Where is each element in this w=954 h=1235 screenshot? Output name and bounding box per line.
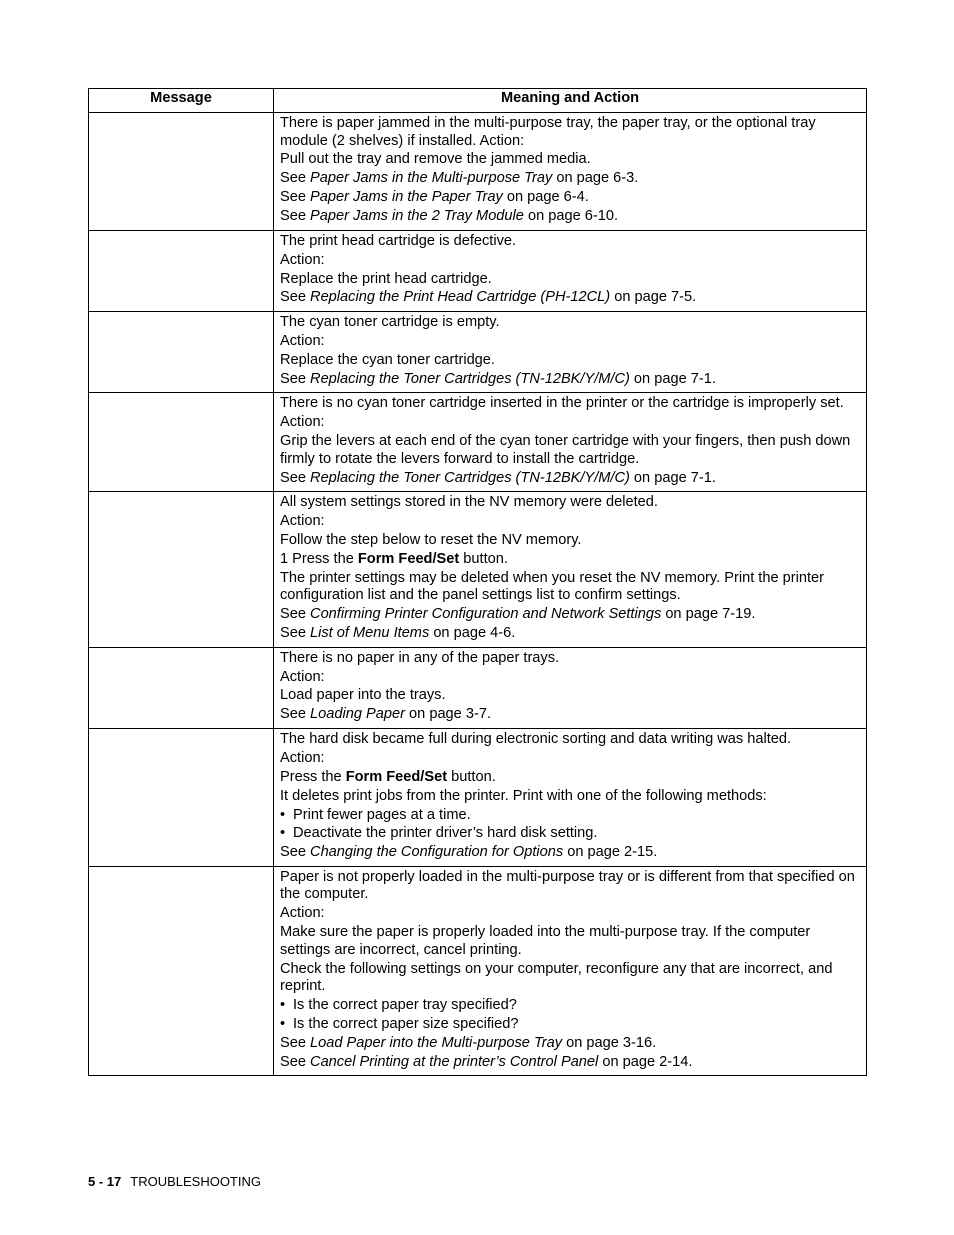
action-line bbox=[280, 352, 860, 370]
meaning-and-action-cell bbox=[274, 230, 867, 311]
action-line bbox=[280, 494, 860, 512]
action-line bbox=[280, 961, 860, 996]
text-span: Print fewer pages at a time. bbox=[293, 806, 471, 823]
cross-reference-title: Paper Jams in the Multi-purpose Tray bbox=[310, 170, 553, 187]
cross-reference-title: Replacing the Toner Cartridges (TN-12BK/Y/M/C) bbox=[310, 469, 630, 486]
page-footer bbox=[88, 1174, 261, 1189]
text-span: button. bbox=[459, 550, 508, 567]
text-span: There is no paper in any of the paper trays. bbox=[280, 649, 560, 666]
cross-reference-title: Paper Jams in the 2 Tray Module bbox=[310, 208, 524, 225]
text-span: Replace the print head cartridge. bbox=[280, 270, 492, 287]
table-row bbox=[89, 312, 867, 393]
text-span: 1 Press the bbox=[280, 550, 358, 567]
section-title: TROUBLESHOOTING bbox=[130, 1174, 261, 1189]
action-line bbox=[280, 1054, 860, 1072]
meaning-and-action-cell bbox=[274, 492, 867, 648]
text-span: on page 3-7. bbox=[404, 706, 491, 723]
action-line bbox=[280, 470, 860, 488]
text-span: Action: bbox=[280, 332, 325, 349]
message-cell bbox=[89, 230, 274, 311]
cross-reference-title: Confirming Printer Configuration and Network Settings bbox=[310, 606, 662, 623]
meaning-and-action-cell bbox=[274, 866, 867, 1076]
text-span: See bbox=[280, 469, 311, 486]
meaning-and-action-cell bbox=[274, 113, 867, 231]
text-span: See bbox=[280, 170, 311, 187]
cross-reference-title: Loading Paper bbox=[310, 706, 405, 723]
action-line bbox=[280, 731, 860, 749]
table-row bbox=[89, 492, 867, 648]
text-span: on page 3-16. bbox=[562, 1035, 657, 1051]
text-span: on page 7-1. bbox=[629, 469, 716, 486]
text-span: Make sure the paper is properly loaded into the multi-purpose tray. If the computer settings are incorrect, cancel printing. bbox=[280, 924, 811, 958]
message-cell bbox=[89, 393, 274, 492]
meaning-and-action-cell bbox=[274, 312, 867, 393]
action-line bbox=[280, 289, 860, 307]
text-span: See bbox=[280, 1035, 311, 1051]
meaning-and-action-cell bbox=[274, 728, 867, 866]
cross-reference-title: Changing the Configuration for Options bbox=[310, 844, 564, 861]
action-line bbox=[280, 788, 860, 806]
text-span: See bbox=[280, 370, 311, 387]
table-row bbox=[89, 230, 867, 311]
table-row bbox=[89, 728, 867, 866]
message-cell bbox=[89, 492, 274, 648]
table-row bbox=[89, 393, 867, 492]
action-line bbox=[280, 750, 860, 768]
action-line bbox=[280, 170, 860, 188]
text-span: See bbox=[280, 625, 311, 642]
bullet-marker: • bbox=[280, 1016, 286, 1033]
cross-reference-title: Replacing the Print Head Cartridge (PH-12CL) bbox=[310, 289, 611, 306]
text-span: on page 4-6. bbox=[429, 625, 516, 642]
bullet-marker: • bbox=[280, 997, 286, 1014]
text-span: on page 7-1. bbox=[629, 370, 716, 387]
text-span: on page 2-15. bbox=[563, 844, 658, 861]
text-span: There is paper jammed in the multi-purpose tray, the paper tray, or the optional tray module (2 shelves) if installed. Action: bbox=[280, 115, 816, 149]
table-body bbox=[89, 113, 867, 1076]
meaning-and-action-cell bbox=[274, 393, 867, 492]
cross-reference-title: Paper Jams in the Paper Tray bbox=[310, 189, 503, 206]
action-line bbox=[280, 769, 860, 787]
text-span: on page 6-10. bbox=[523, 208, 619, 225]
text-span: The print head cartridge is defective. bbox=[280, 232, 517, 249]
text-span: Replace the cyan toner cartridge. bbox=[280, 351, 495, 368]
text-span: The printer settings may be deleted when you reset the NV memory. Print the printer configuration list and the panel settings list to confirm settings. bbox=[280, 569, 825, 604]
bullet-marker: • bbox=[280, 806, 286, 823]
page-number: 5 - 17 bbox=[88, 1174, 122, 1189]
cross-reference-title: Load Paper into the Multi-purpose Tray bbox=[310, 1035, 563, 1051]
text-span: Deactivate the printer driver’s hard disk setting. bbox=[293, 825, 598, 842]
text-span: See bbox=[280, 606, 311, 623]
action-line bbox=[280, 669, 860, 687]
text-span: Grip the levers at each end of the cyan toner cartridge with your fingers, then push down firmly to rotate the levers forward to install the cartridge. bbox=[280, 433, 851, 467]
text-span: Action: bbox=[280, 414, 325, 431]
action-line bbox=[280, 869, 860, 904]
text-span: Press the bbox=[280, 768, 346, 785]
text-span: Action: bbox=[280, 905, 325, 922]
message-cell bbox=[89, 728, 274, 866]
text-span: See bbox=[280, 289, 311, 306]
text-span: Action: bbox=[280, 749, 325, 766]
table-row bbox=[89, 647, 867, 728]
action-line bbox=[280, 905, 860, 923]
column-header-message: Message bbox=[89, 89, 274, 113]
text-span: The cyan toner cartridge is empty. bbox=[280, 314, 500, 331]
text-span: button. bbox=[447, 768, 496, 785]
action-line bbox=[280, 650, 860, 668]
text-span: Action: bbox=[280, 513, 325, 530]
action-line bbox=[280, 807, 860, 825]
text-span: on page 7-19. bbox=[661, 606, 756, 623]
text-span: Pull out the tray and remove the jammed media. bbox=[280, 151, 591, 168]
text-span: Follow the step below to reset the NV memory. bbox=[280, 531, 582, 548]
text-span: Load paper into the trays. bbox=[280, 687, 446, 704]
action-line bbox=[280, 371, 860, 389]
action-line bbox=[280, 314, 860, 332]
action-line bbox=[280, 208, 860, 226]
action-line bbox=[280, 433, 860, 468]
action-line bbox=[280, 606, 860, 624]
button-name: Form Feed/Set bbox=[357, 550, 460, 567]
action-line bbox=[280, 115, 860, 150]
text-span: on page 7-5. bbox=[610, 289, 697, 306]
text-span: on page 2-14. bbox=[598, 1053, 693, 1070]
meaning-and-action-cell bbox=[274, 647, 867, 728]
action-line bbox=[280, 395, 860, 413]
action-line bbox=[280, 333, 860, 351]
text-span: See bbox=[280, 208, 311, 225]
action-line bbox=[280, 625, 860, 643]
bullet-marker: • bbox=[280, 825, 286, 842]
action-line bbox=[280, 252, 860, 270]
text-span: on page 6-4. bbox=[502, 189, 589, 206]
action-line bbox=[280, 570, 860, 605]
table-header-row bbox=[89, 89, 867, 113]
action-line bbox=[280, 844, 860, 862]
action-line bbox=[280, 151, 860, 169]
text-span: Action: bbox=[280, 668, 325, 685]
action-line bbox=[280, 687, 860, 705]
action-line bbox=[280, 414, 860, 432]
action-line bbox=[280, 532, 860, 550]
message-cell bbox=[89, 647, 274, 728]
text-span: See bbox=[280, 844, 311, 861]
text-span: There is no cyan toner cartridge inserted in the printer or the cartridge is improperly set. bbox=[280, 395, 844, 412]
action-line bbox=[280, 189, 860, 207]
text-span: See bbox=[280, 189, 311, 206]
cross-reference-title: List of Menu Items bbox=[310, 625, 430, 642]
text-span: The hard disk became full during electronic sorting and data writing was halted. bbox=[280, 730, 792, 747]
message-cell bbox=[89, 113, 274, 231]
message-cell bbox=[89, 312, 274, 393]
action-line bbox=[280, 271, 860, 289]
action-line bbox=[280, 1016, 860, 1034]
action-line bbox=[280, 1035, 860, 1053]
action-line bbox=[280, 551, 860, 569]
action-line bbox=[280, 997, 860, 1015]
table-row bbox=[89, 866, 867, 1076]
text-span: Check the following settings on your computer, reconfigure any that are incorrect, and reprint. bbox=[280, 960, 833, 995]
action-line bbox=[280, 706, 860, 724]
table-row bbox=[89, 113, 867, 231]
action-line bbox=[280, 825, 860, 843]
text-span: See bbox=[280, 706, 311, 723]
text-span: on page 6-3. bbox=[552, 170, 639, 187]
troubleshooting-message-table bbox=[88, 88, 867, 1076]
text-span: See bbox=[280, 1053, 311, 1070]
text-span: Is the correct paper size specified? bbox=[293, 1016, 519, 1033]
message-cell bbox=[89, 866, 274, 1076]
text-span: It deletes print jobs from the printer. Print with one of the following methods: bbox=[280, 787, 767, 804]
column-header-meaning-and-action: Meaning and Action bbox=[274, 89, 867, 113]
text-span: All system settings stored in the NV memory were deleted. bbox=[280, 494, 658, 511]
cross-reference-title: Replacing the Toner Cartridges (TN-12BK/Y/M/C) bbox=[310, 370, 630, 387]
action-line bbox=[280, 924, 860, 959]
text-span: Paper is not properly loaded in the multi-purpose tray or is different from that specified on the computer. bbox=[280, 868, 855, 903]
text-span: Action: bbox=[280, 251, 325, 268]
action-line bbox=[280, 233, 860, 251]
button-name: Form Feed/Set bbox=[345, 768, 448, 785]
action-line bbox=[280, 513, 860, 531]
cross-reference-title: Cancel Printing at the printer’s Control Panel bbox=[310, 1053, 599, 1070]
text-span: Is the correct paper tray specified? bbox=[293, 997, 517, 1014]
